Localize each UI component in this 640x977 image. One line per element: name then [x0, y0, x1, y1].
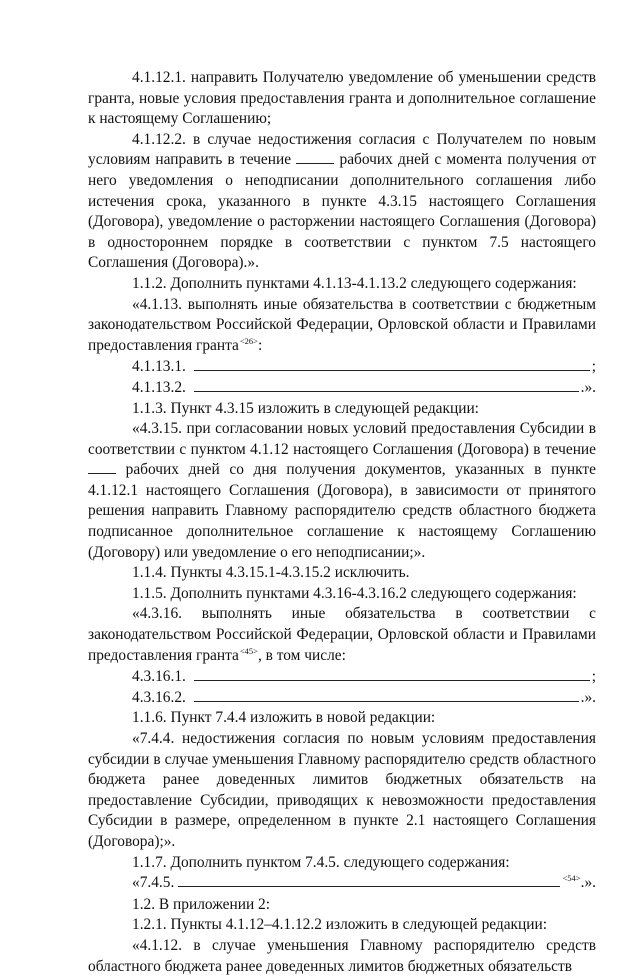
footnote-ref: <45>: [239, 645, 258, 656]
fill-line-4-3-16-1: [88, 667, 596, 688]
paragraph-1-1-2: 1.1.2. Дополнить пунктами 4.1.13-4.1.13.2 следующего содержания:: [132, 274, 577, 292]
paragraph-1-2: 1.2. В приложении 2:: [132, 895, 270, 913]
paragraph-4-3-15: [88, 419, 596, 563]
fill-line-end-text: .».: [580, 874, 596, 892]
fill-line-label: 4.3.16.1.: [132, 668, 190, 686]
text-segment: «4.1.13. выполнять иные обязательства в соответствии с бюджетным законодательством Российской Федерации, Орловской области и Правилами предоставления гранта: [88, 295, 596, 354]
fill-line-7-4-5: [88, 873, 596, 895]
text-segment: 4.1.12.2. в случае недостижения согласия с Получателем по новым условиям направить в течение: [88, 130, 596, 169]
underline-blank: [194, 369, 590, 371]
text-segment: :: [257, 336, 263, 354]
paragraph-7-4-4: «7.4.4. недостижения согласия по новым условиям предоставления субсидии в случае уменьшения Главному распорядителю средств областного бюджета ранее доведенных лимитов бюджетных обязательств на предоставление Субсидии, приводящих к невозможности предоставления Субсидии в размере, определенном в пункте 2.1 настоящего Соглашения (Договора);».: [88, 730, 596, 850]
paragraph-1-1-5: 1.1.5. Дополнить пунктами 4.3.16-4.3.16.2 следующего содержания:: [132, 584, 577, 602]
underline-blank: [178, 885, 559, 887]
text-segment: «4.3.16. выполнять иные обязательства в соответствии с законодательством Российской Федерации, Орловской области и Правилами предоставления гранта: [88, 605, 596, 664]
fill-line-label: 4.1.13.1.: [132, 358, 190, 376]
footnote-ref: <26>: [239, 335, 258, 346]
paragraph-4-3-16: [88, 604, 596, 667]
text-segment: рабочих дней со дня получения документов, указанных в пункте 4.1.12.1 настоящего Соглашения (Договора), в зависимости от принятого решения направить Главному распорядителю средств областного бюджета подписанное дополнительное соглашение к настоящему Соглашению (Договору) или уведомление о его неподписании;».: [88, 461, 596, 561]
fill-line-label: 4.1.13.2.: [132, 378, 190, 396]
text-segment: рабочих дней с момента получения от него уведомления о неподписании дополнительного соглашения либо истечения срока, указанного в пункте 4.3.15 настоящего Соглашения (Договора), уведомление о расторжении настоящего Соглашения (Договора) в одностороннем порядке в соответствии с пунктом 7.5 настоящего Соглашения (Договора).».: [88, 151, 596, 272]
paragraph-4-1-12: «4.1.12. в случае уменьшения Главному распорядителю средств областного бюджета ранее доведенных лимитов бюджетных обязательств: [88, 936, 596, 975]
fill-line-end: .».: [580, 688, 596, 706]
paragraph-4-1-12-1: 4.1.12.1. направить Получателю уведомление об уменьшении средств гранта, новые условия предоставления гранта и дополнительное соглашение к настоящему Соглашению;: [88, 69, 596, 128]
fill-line-4-1-13-1: [88, 357, 596, 378]
fill-line-label: 4.3.16.2.: [132, 688, 190, 706]
blank-days-field: [296, 151, 334, 164]
paragraph-4-1-12-2: [88, 130, 596, 274]
fill-line-4-3-16-2: [88, 688, 596, 709]
text-segment: , в том числе:: [257, 646, 346, 664]
fill-line-end: ;: [591, 668, 596, 686]
paragraph-1-1-7: 1.1.7. Дополнить пунктом 7.4.5. следующего содержания:: [132, 853, 510, 871]
paragraph-1-1-6: 1.1.6. Пункт 7.4.4 изложить в новой редакции:: [132, 709, 436, 727]
fill-line-end: [562, 873, 596, 895]
blank-days-field: [88, 461, 116, 474]
underline-blank: [194, 700, 579, 702]
paragraph-1-1-3: 1.1.3. Пункт 4.3.15 изложить в следующей редакции:: [132, 399, 479, 417]
paragraph-4-1-13: [88, 295, 596, 358]
underline-blank: [194, 390, 579, 392]
fill-line-4-1-13-2: [88, 378, 596, 399]
document-body: [88, 68, 596, 977]
paragraph-1-2-1: 1.2.1. Пункты 4.1.12–4.1.12.2 изложить в следующей редакции:: [132, 916, 548, 934]
fill-line-end: ;: [591, 358, 596, 376]
footnote-ref: <54>: [562, 873, 581, 884]
text-segment: «4.3.15. при согласовании новых условий предоставления Субсидии в соответствии с пунктом 4.1.12 настоящего Соглашения (Договора) в течение: [88, 420, 596, 458]
fill-line-label: «7.4.5.: [132, 874, 175, 892]
fill-line-end: .».: [580, 378, 596, 396]
underline-blank: [194, 679, 590, 681]
paragraph-1-1-4: 1.1.4. Пункты 4.3.15.1-4.3.15.2 исключить.: [132, 564, 410, 582]
